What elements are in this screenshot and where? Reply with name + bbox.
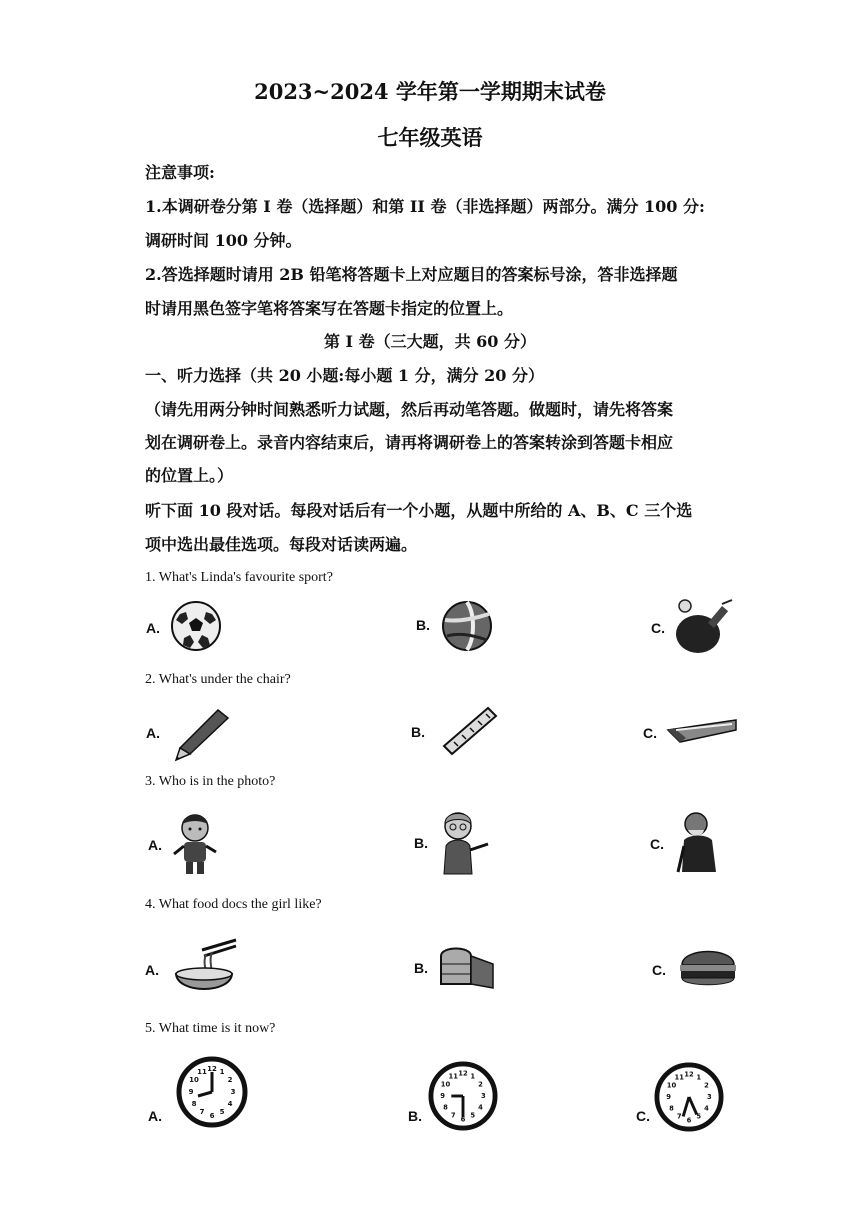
svg-text:6: 6 xyxy=(209,1112,215,1120)
notes-item2-line1: 2.答选择题时请用 2B 铅笔将答题卡上对应题目的答案标号涂，答非选择题 xyxy=(145,265,678,284)
svg-text:2: 2 xyxy=(227,1076,233,1084)
svg-text:12: 12 xyxy=(684,1070,694,1079)
svg-text:5: 5 xyxy=(470,1111,476,1120)
svg-text:10: 10 xyxy=(440,1080,451,1089)
svg-text:1: 1 xyxy=(696,1073,702,1082)
option-a-label: A. xyxy=(146,620,160,636)
svg-text:9: 9 xyxy=(188,1088,194,1096)
instruction-line: 划在调研卷上。录音内容结束后，请再将调研卷上的答案转涂到答题卡相应 xyxy=(145,433,674,452)
option-c-label: C. xyxy=(650,836,664,852)
svg-text:3: 3 xyxy=(481,1091,486,1100)
question-2: 2. What's under the chair? xyxy=(145,672,291,687)
option-b-label: B. xyxy=(414,960,428,976)
svg-text:3: 3 xyxy=(707,1092,712,1101)
soccer-ball-icon xyxy=(170,600,222,652)
question-3: 3. Who is in the photo? xyxy=(145,774,276,789)
pencil-icon xyxy=(172,708,232,762)
option-b-label: B. xyxy=(414,835,428,851)
grandfather-icon xyxy=(672,810,726,874)
svg-text:11: 11 xyxy=(674,1073,685,1082)
exam-title: 2023~2024 学年第一学期期末试卷 xyxy=(254,79,606,104)
option-b-label: B. xyxy=(416,617,430,633)
instruction-line: （请先用两分钟时间熟悉听力试题，然后再动笔答题。做题时，请先将答案 xyxy=(145,400,674,419)
direction-line: 听下面 10 段对话。每段对话后有一个小题，从题中所给的 A、B、C 三个选 xyxy=(145,501,693,520)
clock-icon xyxy=(176,1056,248,1128)
svg-text:10: 10 xyxy=(189,1076,199,1084)
svg-text:3: 3 xyxy=(230,1088,236,1096)
ping-pong-paddle-icon xyxy=(672,598,736,656)
svg-text:12: 12 xyxy=(207,1065,217,1073)
svg-text:5: 5 xyxy=(219,1108,225,1116)
exam-subtitle: 七年级英语 xyxy=(377,125,483,150)
option-b-label: B. xyxy=(408,1108,422,1124)
svg-text:7: 7 xyxy=(450,1111,456,1120)
hamburger-icon xyxy=(678,945,738,991)
section-heading: 一、听力选择（共 20 小题:每小题 1 分，满分 20 分） xyxy=(145,366,544,385)
question-1: 1. What's Linda's favourite sport? xyxy=(145,570,333,585)
volume-heading: 第 I 卷（三大题，共 60 分） xyxy=(323,332,537,351)
bread-icon xyxy=(437,944,497,990)
svg-text:6: 6 xyxy=(460,1115,466,1124)
svg-text:7: 7 xyxy=(676,1112,682,1121)
question-5: 5. What time is it now? xyxy=(145,1021,276,1036)
svg-text:9: 9 xyxy=(666,1092,671,1101)
instruction-line: 的位置上。） xyxy=(145,466,234,485)
volleyball-icon xyxy=(441,600,493,652)
ruler-icon xyxy=(440,706,500,756)
svg-text:7: 7 xyxy=(199,1108,205,1116)
svg-text:5: 5 xyxy=(696,1112,702,1121)
svg-text:11: 11 xyxy=(448,1072,459,1081)
svg-text:9: 9 xyxy=(440,1091,445,1100)
svg-text:1: 1 xyxy=(470,1072,476,1081)
grandmother-icon xyxy=(438,808,494,876)
option-a-label: A. xyxy=(146,725,160,741)
svg-text:2: 2 xyxy=(704,1081,709,1090)
notes-item1-line2: 调研时间 100 分钟。 xyxy=(145,231,302,250)
question-4: 4. What food docs the girl like? xyxy=(145,897,322,912)
option-a-label: A. xyxy=(148,1108,162,1124)
svg-text:4: 4 xyxy=(704,1104,709,1113)
option-c-label: C. xyxy=(652,962,666,978)
svg-text:4: 4 xyxy=(227,1100,233,1108)
notes-item2-line2: 时请用黑色签字笔将答案写在答题卡指定的位置上。 xyxy=(145,299,514,318)
svg-text:8: 8 xyxy=(669,1104,674,1113)
noodles-bowl-icon xyxy=(172,934,240,1002)
option-c-label: C. xyxy=(636,1108,650,1124)
clock-icon xyxy=(654,1062,724,1132)
notes-item1-line1: 1.本调研卷分第 I 卷（选择题）和第 II 卷（非选择题）两部分。满分 100 分: xyxy=(145,197,705,216)
option-a-label: A. xyxy=(148,837,162,853)
svg-text:11: 11 xyxy=(197,1068,207,1076)
option-c-label: C. xyxy=(651,620,665,636)
svg-text:8: 8 xyxy=(443,1103,448,1112)
svg-text:6: 6 xyxy=(686,1116,692,1125)
notes-heading: 注意事项: xyxy=(145,163,215,182)
option-c-label: C. xyxy=(643,725,657,741)
option-a-label: A. xyxy=(145,962,159,978)
option-b-label: B. xyxy=(411,724,425,740)
svg-text:12: 12 xyxy=(458,1069,468,1078)
svg-text:4: 4 xyxy=(478,1103,483,1112)
svg-text:1: 1 xyxy=(219,1068,225,1076)
clock-icon xyxy=(428,1061,498,1131)
pencil-case-icon xyxy=(666,716,738,746)
boy-icon xyxy=(170,812,220,878)
direction-line: 项中选出最佳选项。每段对话读两遍。 xyxy=(145,535,418,554)
svg-text:10: 10 xyxy=(666,1081,677,1090)
svg-text:2: 2 xyxy=(478,1080,483,1089)
svg-text:8: 8 xyxy=(191,1100,197,1108)
